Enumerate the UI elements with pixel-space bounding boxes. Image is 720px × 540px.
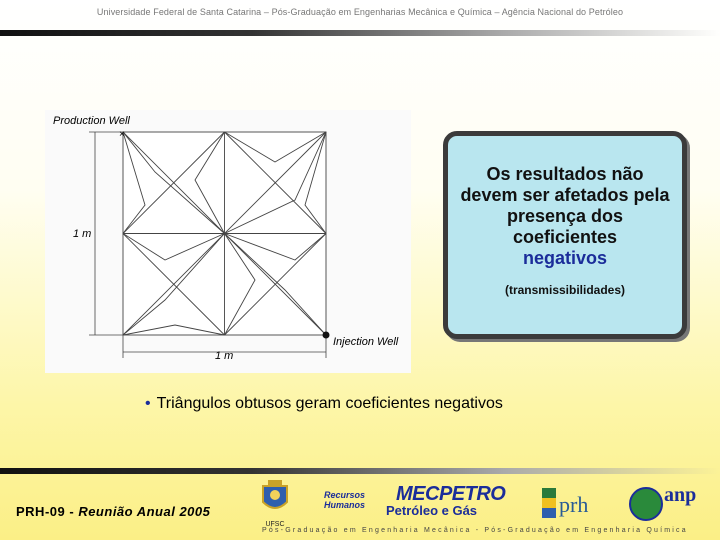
- ufsc-logo: [258, 478, 292, 526]
- production-well-marker: ×: [119, 129, 125, 140]
- results-callout: [443, 131, 687, 339]
- triangulation-diagram: [45, 110, 411, 373]
- bullet-text: Triângulos obtusos geram coeficientes negativos: [156, 395, 503, 412]
- header-institution: Universidade Federal de Santa Catarina – Pós-Graduação em Engenharias Mecânica e Química – Agência Nacional do Petróleo: [96, 7, 624, 17]
- mecpetro-logo: MECPETRO: [396, 483, 506, 505]
- callout-subtext: (transmissibilidades): [504, 283, 626, 297]
- grid-figure: [45, 110, 411, 373]
- vertical-dimension-label: 1 m: [73, 228, 92, 240]
- injection-well-label: Injection Well: [333, 336, 399, 348]
- recursos-humanos-logo: [324, 490, 382, 510]
- bullet-dot-icon: •: [145, 395, 151, 412]
- petroleo-gas-label: Petróleo e Gás: [386, 503, 478, 518]
- anp-logo: anp: [664, 484, 697, 506]
- bullet-item: [145, 395, 503, 413]
- prh-logo: prh: [559, 492, 589, 517]
- horizontal-dimension-label: 1 m: [215, 350, 234, 362]
- footer-divider: [0, 468, 720, 474]
- event-code: PRH-09 -: [16, 504, 75, 519]
- callout-statement: Os resultados não devem ser afetados pela presença dos coeficientes: [460, 164, 670, 247]
- event-label: [16, 504, 210, 519]
- event-title: Reunião Anual 2005: [78, 504, 211, 519]
- prh-mark-icon: [542, 488, 556, 518]
- ufsc-crest-icon: [258, 478, 292, 518]
- recursos-label: Recursos Humanos: [324, 490, 366, 510]
- footer-tagline: Pós-Graduação em Engenharia Mecânica - Pós-Graduação em Engenharia Química: [262, 527, 688, 534]
- ufsc-label: UFSC: [265, 521, 285, 528]
- injection-well-marker: [323, 332, 330, 339]
- callout-highlight: negativos: [522, 248, 608, 268]
- callout-main-text: [448, 164, 682, 269]
- production-well-label: Production Well: [53, 115, 130, 127]
- anp-globe-icon: [629, 487, 663, 521]
- header-divider: [0, 30, 720, 36]
